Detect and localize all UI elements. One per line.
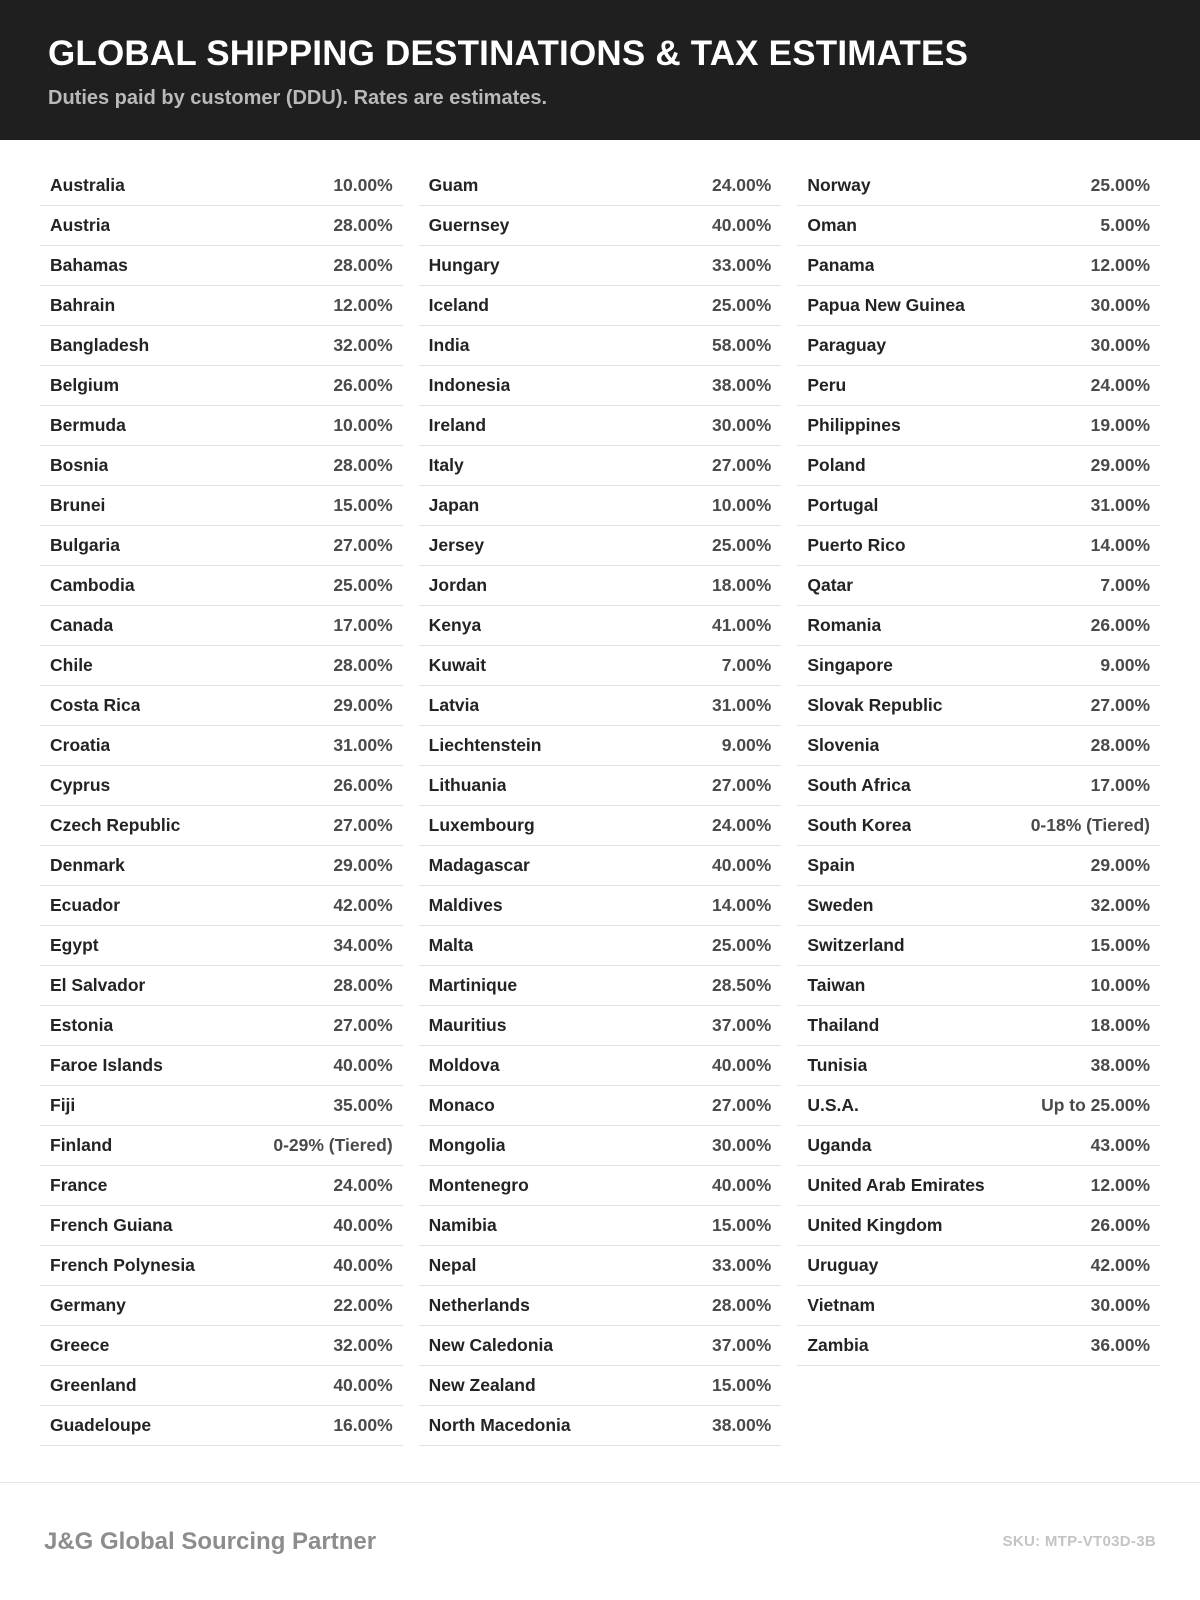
tax-rate-value: 15.00%	[1090, 935, 1151, 956]
country-name: India	[428, 335, 470, 356]
tax-rate-value: 27.00%	[333, 815, 393, 836]
tax-rate-value: 12.00%	[1090, 1175, 1151, 1196]
table-row	[797, 1326, 1160, 1366]
country-name: Germany	[50, 1295, 126, 1316]
country-name: Kuwait	[428, 655, 487, 676]
table-row	[797, 566, 1160, 606]
tax-rate-value: 31.00%	[711, 695, 772, 716]
country-name: Greece	[50, 1335, 110, 1356]
tax-rate-value: 27.00%	[711, 455, 772, 476]
country-name: Mauritius	[428, 1015, 507, 1036]
tax-rate-value: 0-18% (Tiered)	[1030, 815, 1151, 836]
country-name: Estonia	[50, 1015, 114, 1036]
table-row	[419, 1366, 782, 1406]
country-name: Chile	[50, 655, 93, 676]
tax-rate-value: 33.00%	[711, 255, 772, 276]
tax-rate-value: 27.00%	[333, 1015, 393, 1036]
table-row	[419, 726, 782, 766]
table-row	[797, 766, 1160, 806]
tax-rate-value: 28.00%	[333, 255, 393, 276]
table-row	[419, 326, 782, 366]
country-name: Norway	[807, 175, 871, 196]
table-row	[40, 286, 403, 326]
table-row	[40, 366, 403, 406]
tax-rate-value: 10.00%	[711, 495, 772, 516]
table-row	[40, 1406, 403, 1446]
tax-rate-value: 30.00%	[711, 1135, 772, 1156]
tax-rate-value: 42.00%	[333, 895, 393, 916]
table-row	[40, 926, 403, 966]
country-name: Zambia	[807, 1335, 869, 1356]
table-row	[797, 326, 1160, 366]
country-name: Tunisia	[807, 1055, 868, 1076]
table-row	[40, 686, 403, 726]
country-name: Liechtenstein	[428, 735, 542, 756]
tax-rate-value: 28.50%	[711, 975, 772, 996]
country-name: Singapore	[807, 655, 893, 676]
country-name: Bosnia	[50, 455, 109, 476]
table-row	[797, 1246, 1160, 1286]
tax-rate-value: 12.00%	[1090, 255, 1151, 276]
table-row	[419, 1406, 782, 1446]
table-row	[419, 526, 782, 566]
country-name: Jersey	[428, 535, 485, 556]
country-name: Uruguay	[807, 1255, 879, 1276]
table-row	[40, 1246, 403, 1286]
country-name: Romania	[807, 615, 882, 636]
country-name: Lithuania	[428, 775, 507, 796]
table-row	[797, 646, 1160, 686]
tax-rate-value: 34.00%	[333, 935, 393, 956]
country-name: French Guiana	[50, 1215, 173, 1236]
country-name: Czech Republic	[50, 815, 181, 836]
table-row	[419, 1326, 782, 1366]
tax-rate-value: 15.00%	[333, 495, 393, 516]
country-name: Moldova	[428, 1055, 500, 1076]
tax-rate-value: 38.00%	[711, 1415, 772, 1436]
tax-rate-value: 24.00%	[711, 815, 772, 836]
tax-rate-value: 28.00%	[333, 975, 393, 996]
country-name: Slovak Republic	[807, 695, 943, 716]
tax-rate-value: 36.00%	[1090, 1335, 1151, 1356]
country-name: Portugal	[807, 495, 879, 516]
country-name: Egypt	[50, 935, 99, 956]
table-row	[419, 446, 782, 486]
country-name: Nepal	[428, 1255, 477, 1276]
country-name: Croatia	[50, 735, 111, 756]
tax-rate-value: 27.00%	[711, 1095, 772, 1116]
tax-rate-value: 37.00%	[711, 1015, 772, 1036]
tax-rate-value: 27.00%	[711, 775, 772, 796]
tax-rate-value: 38.00%	[711, 375, 772, 396]
country-name: Guadeloupe	[50, 1415, 152, 1436]
table-row	[419, 1166, 782, 1206]
table-row	[797, 1126, 1160, 1166]
table-row	[797, 1286, 1160, 1326]
tax-rate-value: 25.00%	[333, 575, 393, 596]
tax-rate-value: 32.00%	[1090, 895, 1151, 916]
tax-rate-value: 28.00%	[333, 455, 393, 476]
country-name: Switzerland	[807, 935, 905, 956]
rates-columns	[0, 140, 1200, 1446]
tax-rate-value: 30.00%	[1090, 295, 1151, 316]
country-name: Spain	[807, 855, 855, 876]
tax-rate-value: 30.00%	[1090, 1295, 1151, 1316]
table-row	[797, 166, 1160, 206]
tax-rate-value: 24.00%	[333, 1175, 393, 1196]
country-name: Paraguay	[807, 335, 887, 356]
table-row	[419, 606, 782, 646]
tax-rate-value: 26.00%	[333, 375, 393, 396]
tax-rate-value: 32.00%	[333, 335, 393, 356]
country-name: Netherlands	[428, 1295, 530, 1316]
footer-brand: J&G Global Sourcing Partner	[44, 1527, 377, 1555]
tax-rate-value: 30.00%	[711, 415, 772, 436]
country-name: Philippines	[807, 415, 901, 436]
page-header	[0, 0, 1200, 140]
tax-rate-value: 12.00%	[333, 295, 393, 316]
country-name: Indonesia	[428, 375, 511, 396]
table-row	[40, 526, 403, 566]
tax-rate-value: 22.00%	[333, 1295, 393, 1316]
tax-rate-value: 29.00%	[333, 855, 393, 876]
country-name: Peru	[807, 375, 847, 396]
rates-column	[419, 166, 782, 1446]
table-row	[419, 486, 782, 526]
country-name: New Zealand	[428, 1375, 536, 1396]
table-row	[419, 1126, 782, 1166]
table-row	[40, 966, 403, 1006]
tax-rate-value: 31.00%	[333, 735, 393, 756]
tax-rate-value: 24.00%	[711, 175, 772, 196]
table-row	[40, 406, 403, 446]
tax-rate-value: 38.00%	[1090, 1055, 1151, 1076]
tax-rate-value: 14.00%	[1090, 535, 1151, 556]
country-name: Papua New Guinea	[807, 295, 965, 316]
tax-rate-value: 41.00%	[711, 615, 772, 636]
country-name: Finland	[50, 1135, 113, 1156]
country-name: Costa Rica	[50, 695, 141, 716]
country-name: Jordan	[428, 575, 488, 596]
table-row	[40, 566, 403, 606]
tax-rate-value: 40.00%	[333, 1055, 393, 1076]
tax-rate-value: 25.00%	[1090, 175, 1151, 196]
country-name: Cambodia	[50, 575, 135, 596]
country-name: Hungary	[428, 255, 500, 276]
country-name: Slovenia	[807, 735, 880, 756]
table-row	[797, 966, 1160, 1006]
country-name: Mongolia	[428, 1135, 506, 1156]
tax-rate-value: 9.00%	[1100, 655, 1151, 676]
country-name: Monaco	[428, 1095, 495, 1116]
country-name: Maldives	[428, 895, 503, 916]
country-name: North Macedonia	[428, 1415, 571, 1436]
table-row	[797, 446, 1160, 486]
tax-rate-value: 9.00%	[721, 735, 772, 756]
footer-sku: SKU: MTP-VT03D-3B	[1002, 1533, 1156, 1550]
table-row	[40, 766, 403, 806]
tax-rate-value: 26.00%	[1090, 615, 1151, 636]
table-row	[419, 206, 782, 246]
table-row	[419, 1246, 782, 1286]
table-row	[40, 606, 403, 646]
table-row	[419, 1086, 782, 1126]
table-row	[797, 1206, 1160, 1246]
tax-rate-value: 15.00%	[711, 1215, 772, 1236]
country-name: Cyprus	[50, 775, 111, 796]
tax-rate-value: 18.00%	[711, 575, 772, 596]
rates-column	[40, 166, 403, 1446]
country-name: South Korea	[807, 815, 912, 836]
table-row	[419, 1206, 782, 1246]
table-row	[419, 766, 782, 806]
table-row	[797, 366, 1160, 406]
tax-rate-value: 40.00%	[711, 215, 772, 236]
country-name: Greenland	[50, 1375, 137, 1396]
country-name: United Arab Emirates	[807, 1175, 985, 1196]
table-row	[797, 606, 1160, 646]
country-name: Bermuda	[50, 415, 126, 436]
table-row	[40, 886, 403, 926]
country-name: Puerto Rico	[807, 535, 906, 556]
table-row	[797, 526, 1160, 566]
tax-rate-value: 58.00%	[711, 335, 772, 356]
country-name: Italy	[428, 455, 464, 476]
table-row	[40, 1046, 403, 1086]
table-row	[40, 206, 403, 246]
tax-rate-value: 25.00%	[711, 535, 772, 556]
table-row	[797, 806, 1160, 846]
table-row	[419, 366, 782, 406]
table-row	[419, 886, 782, 926]
table-row	[797, 1006, 1160, 1046]
table-row	[40, 1126, 403, 1166]
country-name: Guernsey	[428, 215, 510, 236]
country-name: Bahrain	[50, 295, 116, 316]
table-row	[40, 846, 403, 886]
tax-rate-value: 28.00%	[1090, 735, 1151, 756]
country-name: Malta	[428, 935, 474, 956]
country-name: Brunei	[50, 495, 106, 516]
tax-rate-value: 28.00%	[333, 655, 393, 676]
tax-rate-value: 43.00%	[1090, 1135, 1151, 1156]
tax-rate-value: 37.00%	[711, 1335, 772, 1356]
tax-rate-value: 17.00%	[1090, 775, 1151, 796]
page-title: GLOBAL SHIPPING DESTINATIONS & TAX ESTIMATES	[48, 34, 969, 73]
country-name: Taiwan	[807, 975, 866, 996]
table-row	[797, 286, 1160, 326]
table-row	[797, 486, 1160, 526]
country-name: Bahamas	[50, 255, 128, 276]
table-row	[40, 486, 403, 526]
country-name: Uganda	[807, 1135, 872, 1156]
table-row	[419, 926, 782, 966]
table-row	[797, 1166, 1160, 1206]
tax-rate-value: 27.00%	[333, 535, 393, 556]
table-row	[797, 886, 1160, 926]
tax-rate-value: 18.00%	[1090, 1015, 1151, 1036]
tax-rate-value: 42.00%	[1090, 1255, 1151, 1276]
table-row	[40, 646, 403, 686]
country-name: French Polynesia	[50, 1255, 195, 1276]
table-row	[40, 446, 403, 486]
tax-rate-value: 40.00%	[333, 1255, 393, 1276]
tax-rate-value: 25.00%	[711, 295, 772, 316]
tax-rate-value: 28.00%	[333, 215, 393, 236]
tax-rate-value: 26.00%	[1090, 1215, 1151, 1236]
country-name: Madagascar	[428, 855, 530, 876]
table-row	[419, 1286, 782, 1326]
country-name: Iceland	[428, 295, 489, 316]
page-footer	[0, 1482, 1200, 1600]
table-row	[797, 1046, 1160, 1086]
tax-rate-value: 40.00%	[711, 1055, 772, 1076]
tax-rate-value: 30.00%	[1090, 335, 1151, 356]
country-name: Thailand	[807, 1015, 880, 1036]
table-row	[419, 166, 782, 206]
tax-rate-value: 27.00%	[1090, 695, 1151, 716]
tax-rate-value: 32.00%	[333, 1335, 393, 1356]
table-row	[40, 166, 403, 206]
country-name: Canada	[50, 615, 114, 636]
tax-rate-value: 29.00%	[1090, 855, 1151, 876]
tax-rate-value: 25.00%	[711, 935, 772, 956]
table-row	[797, 1086, 1160, 1126]
table-row	[419, 566, 782, 606]
table-row	[40, 246, 403, 286]
tax-rate-value: 33.00%	[711, 1255, 772, 1276]
country-name: Sweden	[807, 895, 874, 916]
table-row	[40, 326, 403, 366]
tax-rate-value: 35.00%	[333, 1095, 393, 1116]
tax-rate-value: 29.00%	[333, 695, 393, 716]
tax-rate-value: 26.00%	[333, 775, 393, 796]
country-name: Martinique	[428, 975, 518, 996]
country-name: New Caledonia	[428, 1335, 554, 1356]
tax-rate-value: 40.00%	[333, 1375, 393, 1396]
country-name: Ireland	[428, 415, 487, 436]
tax-rate-value: 5.00%	[1100, 215, 1151, 236]
tax-rate-value: 28.00%	[711, 1295, 772, 1316]
table-row	[40, 1326, 403, 1366]
page-subtitle: Duties paid by customer (DDU). Rates are estimates.	[48, 87, 548, 110]
country-name: Montenegro	[428, 1175, 529, 1196]
table-row	[40, 1086, 403, 1126]
tax-rate-value: 17.00%	[333, 615, 393, 636]
country-name: Kenya	[428, 615, 482, 636]
table-row	[419, 806, 782, 846]
tax-rate-value: 19.00%	[1090, 415, 1151, 436]
table-row	[419, 286, 782, 326]
tax-rate-value: 29.00%	[1090, 455, 1151, 476]
tax-rate-value: 40.00%	[333, 1215, 393, 1236]
tax-rate-value: 10.00%	[333, 175, 393, 196]
country-name: Poland	[807, 455, 866, 476]
table-row	[40, 1166, 403, 1206]
table-row	[419, 406, 782, 446]
tax-rate-value: 15.00%	[711, 1375, 772, 1396]
country-name: El Salvador	[50, 975, 146, 996]
country-name: Australia	[50, 175, 125, 196]
table-row	[419, 686, 782, 726]
tax-rate-value: 10.00%	[1090, 975, 1151, 996]
country-name: United Kingdom	[807, 1215, 943, 1236]
country-name: Bangladesh	[50, 335, 150, 356]
country-name: Faroe Islands	[50, 1055, 163, 1076]
table-row	[40, 1206, 403, 1246]
table-row	[419, 646, 782, 686]
table-row	[797, 846, 1160, 886]
country-name: Fiji	[50, 1095, 76, 1116]
country-name: Austria	[50, 215, 111, 236]
tax-rate-value: 7.00%	[721, 655, 772, 676]
tax-rate-value: 16.00%	[333, 1415, 393, 1436]
country-name: Denmark	[50, 855, 125, 876]
country-name: Vietnam	[807, 1295, 876, 1316]
table-row	[419, 966, 782, 1006]
table-row	[797, 206, 1160, 246]
tax-rate-value: 0-29% (Tiered)	[273, 1135, 393, 1156]
country-name: Namibia	[428, 1215, 497, 1236]
table-row	[797, 406, 1160, 446]
table-row	[419, 846, 782, 886]
tax-rate-value: 31.00%	[1090, 495, 1151, 516]
table-row	[419, 1046, 782, 1086]
country-name: U.S.A.	[807, 1095, 859, 1116]
table-row	[40, 806, 403, 846]
tax-rate-value: 40.00%	[711, 1175, 772, 1196]
country-name: Latvia	[428, 695, 480, 716]
table-row	[797, 686, 1160, 726]
table-row	[797, 726, 1160, 766]
country-name: Luxembourg	[428, 815, 535, 836]
table-row	[797, 246, 1160, 286]
country-name: Qatar	[807, 575, 854, 596]
country-name: Bulgaria	[50, 535, 121, 556]
tax-rate-value: 10.00%	[333, 415, 393, 436]
tax-rate-value: 7.00%	[1100, 575, 1151, 596]
rates-column	[797, 166, 1160, 1366]
table-row	[40, 1006, 403, 1046]
country-name: Panama	[807, 255, 875, 276]
country-name: Guam	[428, 175, 479, 196]
country-name: Oman	[807, 215, 857, 236]
table-row	[797, 926, 1160, 966]
table-row	[419, 246, 782, 286]
tax-rate-value: 40.00%	[711, 855, 772, 876]
tax-rate-value: Up to 25.00%	[1041, 1095, 1151, 1116]
tax-rate-value: 24.00%	[1090, 375, 1151, 396]
table-row	[40, 726, 403, 766]
country-name: Ecuador	[50, 895, 121, 916]
table-row	[419, 1006, 782, 1046]
table-row	[40, 1286, 403, 1326]
tax-rate-value: 14.00%	[711, 895, 772, 916]
country-name: Japan	[428, 495, 480, 516]
country-name: Belgium	[50, 375, 120, 396]
country-name: France	[50, 1175, 108, 1196]
country-name: South Africa	[807, 775, 911, 796]
table-row	[40, 1366, 403, 1406]
